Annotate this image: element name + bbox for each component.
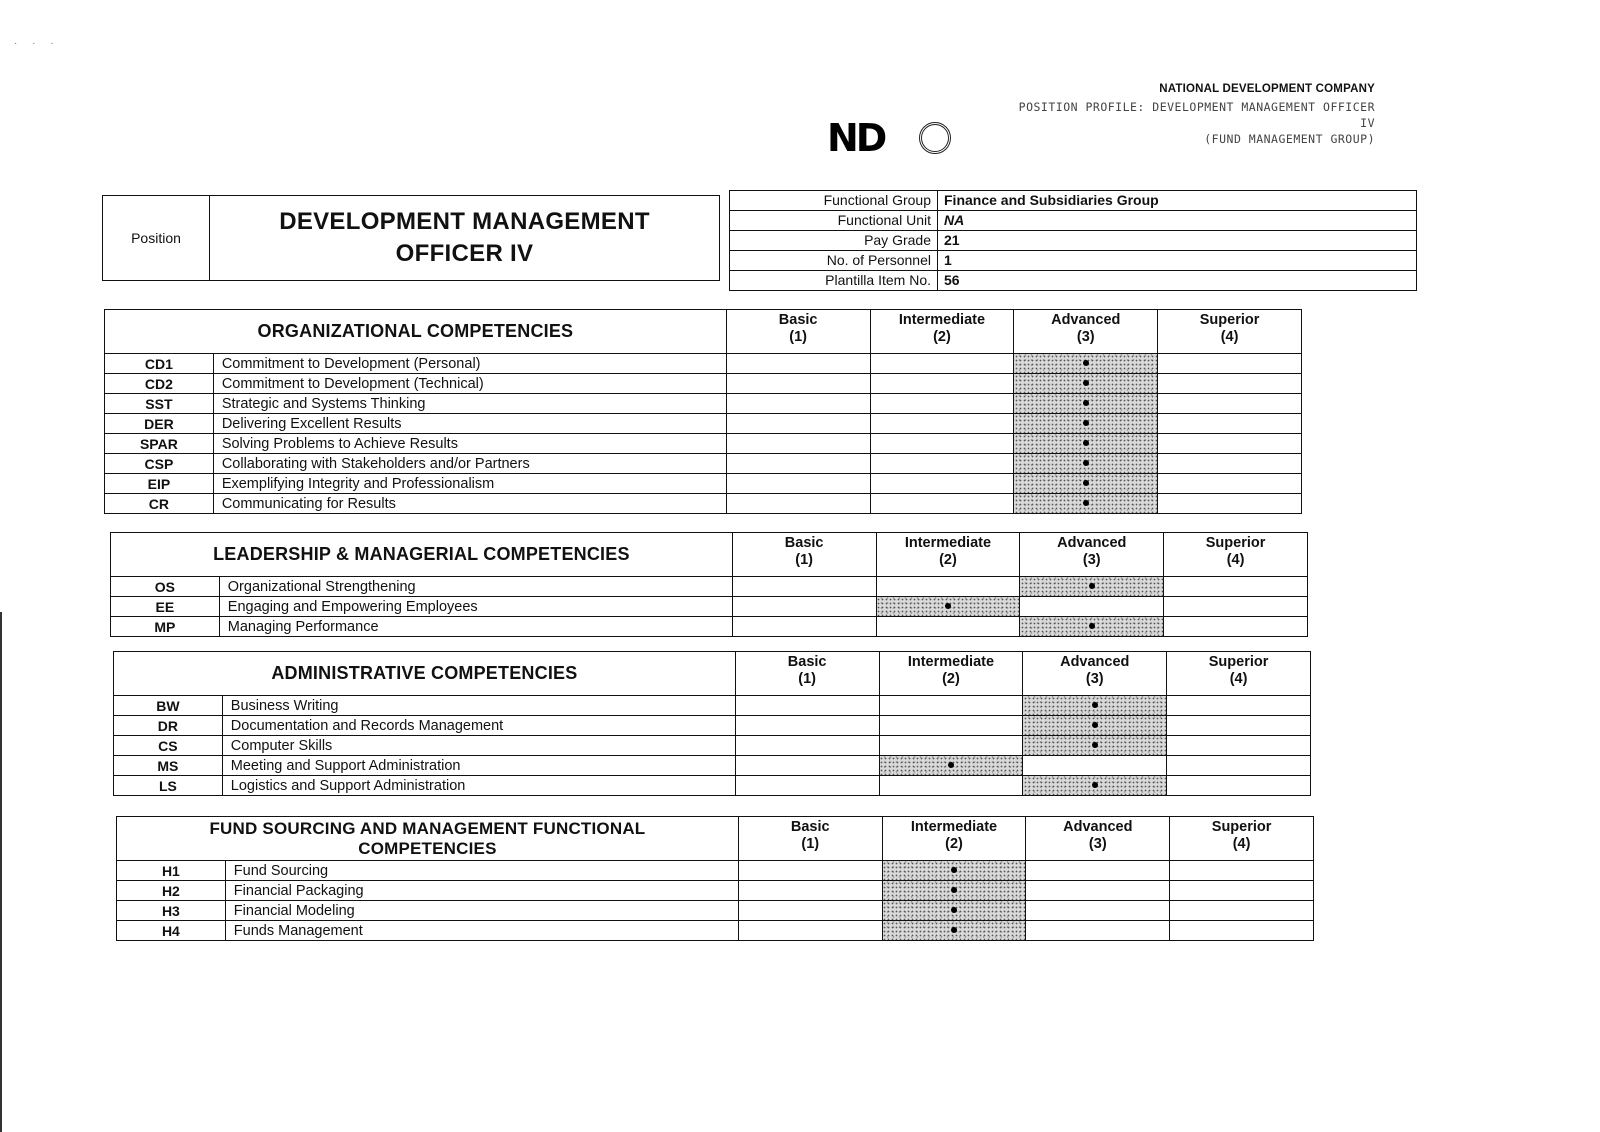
competency-code: EIP — [105, 474, 214, 494]
level-cell — [882, 901, 1026, 921]
competency-code: H3 — [117, 901, 226, 921]
level-cell — [1014, 414, 1158, 434]
level-marker-dot-icon — [1083, 460, 1089, 466]
level-name: Intermediate — [904, 535, 992, 551]
level-header — [738, 817, 882, 861]
level-cell — [1023, 716, 1167, 736]
level-number: (1) — [789, 329, 808, 345]
level-cell — [882, 881, 1026, 901]
level-name: Superior — [1208, 654, 1269, 670]
info-value: 21 — [938, 231, 1417, 251]
level-header — [1164, 533, 1308, 577]
level-number: (3) — [1082, 552, 1101, 568]
level-cell — [1167, 776, 1311, 796]
level-cell — [1164, 577, 1308, 597]
level-marker-dot-icon — [1089, 583, 1095, 589]
level-cell — [1014, 354, 1158, 374]
profile-line-2: IV — [1360, 116, 1375, 130]
level-header — [879, 652, 1023, 696]
level-marker-dot-icon — [951, 867, 957, 873]
level-cell — [735, 756, 879, 776]
level-cell — [726, 394, 870, 414]
level-cell — [735, 776, 879, 796]
competency-code: H4 — [117, 921, 226, 941]
competency-row — [105, 454, 1302, 474]
level-cell — [726, 474, 870, 494]
level-cell — [726, 454, 870, 474]
competency-row — [105, 374, 1302, 394]
level-header — [726, 310, 870, 354]
level-marker-dot-icon — [1089, 623, 1095, 629]
level-cell — [738, 861, 882, 881]
level-name: Intermediate — [898, 312, 986, 328]
competency-code: H1 — [117, 861, 226, 881]
level-marker-dot-icon — [1092, 722, 1098, 728]
level-name: Advanced — [1063, 819, 1133, 835]
logo-text: ND — [827, 116, 885, 160]
competency-name: Commitment to Development (Personal) — [213, 354, 726, 374]
competency-name: Meeting and Support Administration — [222, 756, 735, 776]
competency-row — [117, 861, 1314, 881]
level-cell — [870, 394, 1014, 414]
competency-row — [114, 696, 1311, 716]
level-name: Intermediate — [910, 819, 998, 835]
level-cell — [726, 414, 870, 434]
competency-name: Communicating for Results — [213, 494, 726, 514]
competency-name: Managing Performance — [219, 617, 732, 637]
competency-name: Exemplifying Integrity and Professionalism — [213, 474, 726, 494]
competency-code: H2 — [117, 881, 226, 901]
section-title: ORGANIZATIONAL COMPETENCIES — [105, 310, 727, 354]
level-cell — [1014, 394, 1158, 414]
competency-code: SST — [105, 394, 214, 414]
competency-name: Strategic and Systems Thinking — [213, 394, 726, 414]
competency-row — [111, 577, 1308, 597]
scan-edge-line — [0, 612, 2, 1132]
level-number: (2) — [933, 329, 951, 345]
info-value: NA — [938, 211, 1417, 231]
info-row — [730, 251, 1417, 271]
info-value: Finance and Subsidiaries Group — [938, 191, 1417, 211]
level-cell — [1026, 881, 1170, 901]
competency-name: Commitment to Development (Technical) — [213, 374, 726, 394]
level-marker-dot-icon — [1083, 500, 1089, 506]
leadership-managerial-competencies-table — [110, 532, 1308, 637]
competency-code: MP — [111, 617, 220, 637]
level-number: (3) — [1088, 836, 1107, 852]
level-cell — [1164, 597, 1308, 617]
info-key: Functional Unit — [730, 211, 938, 231]
level-header — [1158, 310, 1302, 354]
position-label: Position — [103, 196, 210, 280]
competency-code: EE — [111, 597, 220, 617]
info-key: No. of Personnel — [730, 251, 938, 271]
level-cell — [1023, 736, 1167, 756]
level-header — [876, 533, 1020, 577]
level-cell — [1020, 617, 1164, 637]
competency-code: LS — [114, 776, 223, 796]
competency-row — [105, 394, 1302, 414]
level-header — [732, 533, 876, 577]
level-cell — [879, 736, 1023, 756]
level-name: Superior — [1199, 312, 1260, 328]
level-cell — [1020, 577, 1164, 597]
competency-code: CD2 — [105, 374, 214, 394]
competency-code: CSP — [105, 454, 214, 474]
info-value: 1 — [938, 251, 1417, 271]
level-name: Basic — [784, 535, 824, 551]
info-row — [730, 211, 1417, 231]
level-cell — [879, 716, 1023, 736]
competency-name: Organizational Strengthening — [219, 577, 732, 597]
level-number: (1) — [795, 552, 814, 568]
level-marker-dot-icon — [1092, 702, 1098, 708]
competency-row — [117, 921, 1314, 941]
competency-row — [117, 881, 1314, 901]
level-cell — [732, 577, 876, 597]
level-name: Advanced — [1051, 312, 1121, 328]
level-cell — [1170, 921, 1314, 941]
level-cell — [1164, 617, 1308, 637]
level-marker-dot-icon — [1083, 360, 1089, 366]
competency-name: Delivering Excellent Results — [213, 414, 726, 434]
level-cell — [876, 617, 1020, 637]
competency-row — [114, 736, 1311, 756]
level-cell — [1158, 374, 1302, 394]
competency-row — [114, 716, 1311, 736]
level-header — [1026, 817, 1170, 861]
competency-name: Business Writing — [222, 696, 735, 716]
section-header-row — [111, 533, 1308, 577]
level-cell — [1158, 494, 1302, 514]
level-cell — [732, 597, 876, 617]
level-cell — [870, 354, 1014, 374]
level-marker-dot-icon — [1092, 742, 1098, 748]
level-marker-dot-icon — [951, 927, 957, 933]
logo-emblem-icon — [919, 122, 951, 154]
competency-name: Fund Sourcing — [225, 861, 738, 881]
level-cell — [870, 434, 1014, 454]
level-marker-dot-icon — [1083, 440, 1089, 446]
level-cell — [1158, 394, 1302, 414]
position-title — [210, 196, 719, 280]
competency-row — [117, 901, 1314, 921]
level-cell — [1014, 474, 1158, 494]
competency-name: Documentation and Records Management — [222, 716, 735, 736]
level-number: (4) — [1226, 552, 1245, 568]
level-name: Superior — [1205, 535, 1266, 551]
level-cell — [738, 881, 882, 901]
info-row — [730, 191, 1417, 211]
competency-code: MS — [114, 756, 223, 776]
level-number: (4) — [1232, 836, 1251, 852]
level-number: (2) — [942, 671, 960, 687]
competency-row — [114, 756, 1311, 776]
competency-code: CD1 — [105, 354, 214, 374]
competency-code: CR — [105, 494, 214, 514]
level-marker-dot-icon — [1083, 420, 1089, 426]
level-name: Intermediate — [907, 654, 995, 670]
competency-name: Financial Modeling — [225, 901, 738, 921]
competency-name: Funds Management — [225, 921, 738, 941]
scan-artifact: · · · — [14, 38, 60, 49]
level-cell — [1026, 861, 1170, 881]
level-marker-dot-icon — [951, 887, 957, 893]
competency-row — [114, 776, 1311, 796]
level-cell — [870, 414, 1014, 434]
level-header — [1167, 652, 1311, 696]
level-number: (1) — [798, 671, 817, 687]
level-number: (4) — [1229, 671, 1248, 687]
competency-row — [111, 597, 1308, 617]
section-header-row — [105, 310, 1302, 354]
level-header — [735, 652, 879, 696]
section-title: FUND SOURCING AND MANAGEMENT FUNCTIONAL COMPETENCIES — [117, 817, 739, 861]
level-cell — [1023, 756, 1167, 776]
profile-line-3: (FUND MANAGEMENT GROUP) — [1204, 132, 1375, 146]
position-title-line-2: OFFICER IV — [395, 240, 534, 267]
competency-name: Logistics and Support Administration — [222, 776, 735, 796]
level-cell — [1158, 454, 1302, 474]
level-marker-dot-icon — [951, 907, 957, 913]
competency-name: Financial Packaging — [225, 881, 738, 901]
level-cell — [879, 776, 1023, 796]
level-header — [882, 817, 1026, 861]
level-cell — [1158, 414, 1302, 434]
level-cell — [726, 494, 870, 514]
level-cell — [1170, 861, 1314, 881]
level-cell — [1158, 434, 1302, 454]
level-cell — [1023, 696, 1167, 716]
level-cell — [735, 696, 879, 716]
level-marker-dot-icon — [1083, 400, 1089, 406]
level-cell — [726, 374, 870, 394]
level-cell — [870, 374, 1014, 394]
level-cell — [1026, 901, 1170, 921]
level-number: (3) — [1076, 329, 1095, 345]
level-marker-dot-icon — [1083, 480, 1089, 486]
fund-sourcing-management-competencies-table — [116, 816, 1314, 941]
level-cell — [870, 494, 1014, 514]
info-key: Pay Grade — [730, 231, 938, 251]
info-row — [730, 271, 1417, 291]
level-cell — [1158, 474, 1302, 494]
info-row — [730, 231, 1417, 251]
level-header — [1170, 817, 1314, 861]
level-cell — [870, 454, 1014, 474]
level-cell — [879, 756, 1023, 776]
administrative-competencies-table — [113, 651, 1311, 796]
level-cell — [735, 736, 879, 756]
position-box — [102, 195, 720, 281]
level-header — [1023, 652, 1167, 696]
competency-code: OS — [111, 577, 220, 597]
position-title-line-1: DEVELOPMENT MANAGEMENT — [279, 208, 650, 235]
company-name: NATIONAL DEVELOPMENT COMPANY — [1159, 83, 1375, 95]
level-cell — [738, 901, 882, 921]
level-cell — [1167, 736, 1311, 756]
level-cell — [876, 577, 1020, 597]
competency-code: BW — [114, 696, 223, 716]
level-cell — [732, 617, 876, 637]
competency-row — [105, 354, 1302, 374]
competency-code: DER — [105, 414, 214, 434]
competency-name: Engaging and Empowering Employees — [219, 597, 732, 617]
level-cell — [1020, 597, 1164, 617]
info-value: 56 — [938, 271, 1417, 291]
competency-row — [105, 434, 1302, 454]
level-cell — [738, 921, 882, 941]
level-name: Advanced — [1060, 654, 1130, 670]
level-marker-dot-icon — [1092, 782, 1098, 788]
level-name: Superior — [1211, 819, 1272, 835]
level-number: (1) — [801, 836, 820, 852]
level-marker-dot-icon — [948, 762, 954, 768]
level-number: (2) — [939, 552, 957, 568]
level-cell — [1014, 374, 1158, 394]
level-name: Basic — [790, 819, 830, 835]
competency-row — [111, 617, 1308, 637]
level-cell — [882, 861, 1026, 881]
ndc-logo — [827, 118, 957, 168]
section-header-row — [114, 652, 1311, 696]
info-key: Plantilla Item No. — [730, 271, 938, 291]
competency-name: Collaborating with Stakeholders and/or Partners — [213, 454, 726, 474]
organizational-competencies-table — [104, 309, 1302, 514]
level-cell — [879, 696, 1023, 716]
level-cell — [882, 921, 1026, 941]
competency-code: CS — [114, 736, 223, 756]
level-marker-dot-icon — [945, 603, 951, 609]
level-cell — [1023, 776, 1167, 796]
level-cell — [1014, 434, 1158, 454]
competency-row — [105, 414, 1302, 434]
level-cell — [870, 474, 1014, 494]
level-number: (4) — [1220, 329, 1239, 345]
level-header — [870, 310, 1014, 354]
level-header — [1020, 533, 1164, 577]
level-number: (3) — [1085, 671, 1104, 687]
level-cell — [1170, 901, 1314, 921]
level-name: Basic — [787, 654, 827, 670]
competency-name: Solving Problems to Achieve Results — [213, 434, 726, 454]
level-cell — [1167, 696, 1311, 716]
level-name: Advanced — [1057, 535, 1127, 551]
level-header — [1014, 310, 1158, 354]
level-cell — [1167, 756, 1311, 776]
level-cell — [876, 597, 1020, 617]
level-number: (2) — [945, 836, 963, 852]
level-cell — [726, 354, 870, 374]
section-title: LEADERSHIP & MANAGERIAL COMPETENCIES — [111, 533, 733, 577]
position-info-table — [729, 190, 1417, 291]
level-cell — [1014, 494, 1158, 514]
level-cell — [1158, 354, 1302, 374]
position-profile-heading — [1019, 99, 1375, 147]
level-cell — [735, 716, 879, 736]
level-cell — [1026, 921, 1170, 941]
section-header-row — [117, 817, 1314, 861]
competency-code: SPAR — [105, 434, 214, 454]
level-cell — [726, 434, 870, 454]
competency-row — [105, 474, 1302, 494]
level-name: Basic — [778, 312, 818, 328]
competency-code: DR — [114, 716, 223, 736]
level-cell — [1170, 881, 1314, 901]
info-key: Functional Group — [730, 191, 938, 211]
level-cell — [1014, 454, 1158, 474]
competency-row — [105, 494, 1302, 514]
profile-line-1: POSITION PROFILE: DEVELOPMENT MANAGEMENT OFFICER — [1018, 100, 1375, 114]
section-title: ADMINISTRATIVE COMPETENCIES — [114, 652, 736, 696]
level-cell — [1167, 716, 1311, 736]
level-marker-dot-icon — [1083, 380, 1089, 386]
competency-name: Computer Skills — [222, 736, 735, 756]
